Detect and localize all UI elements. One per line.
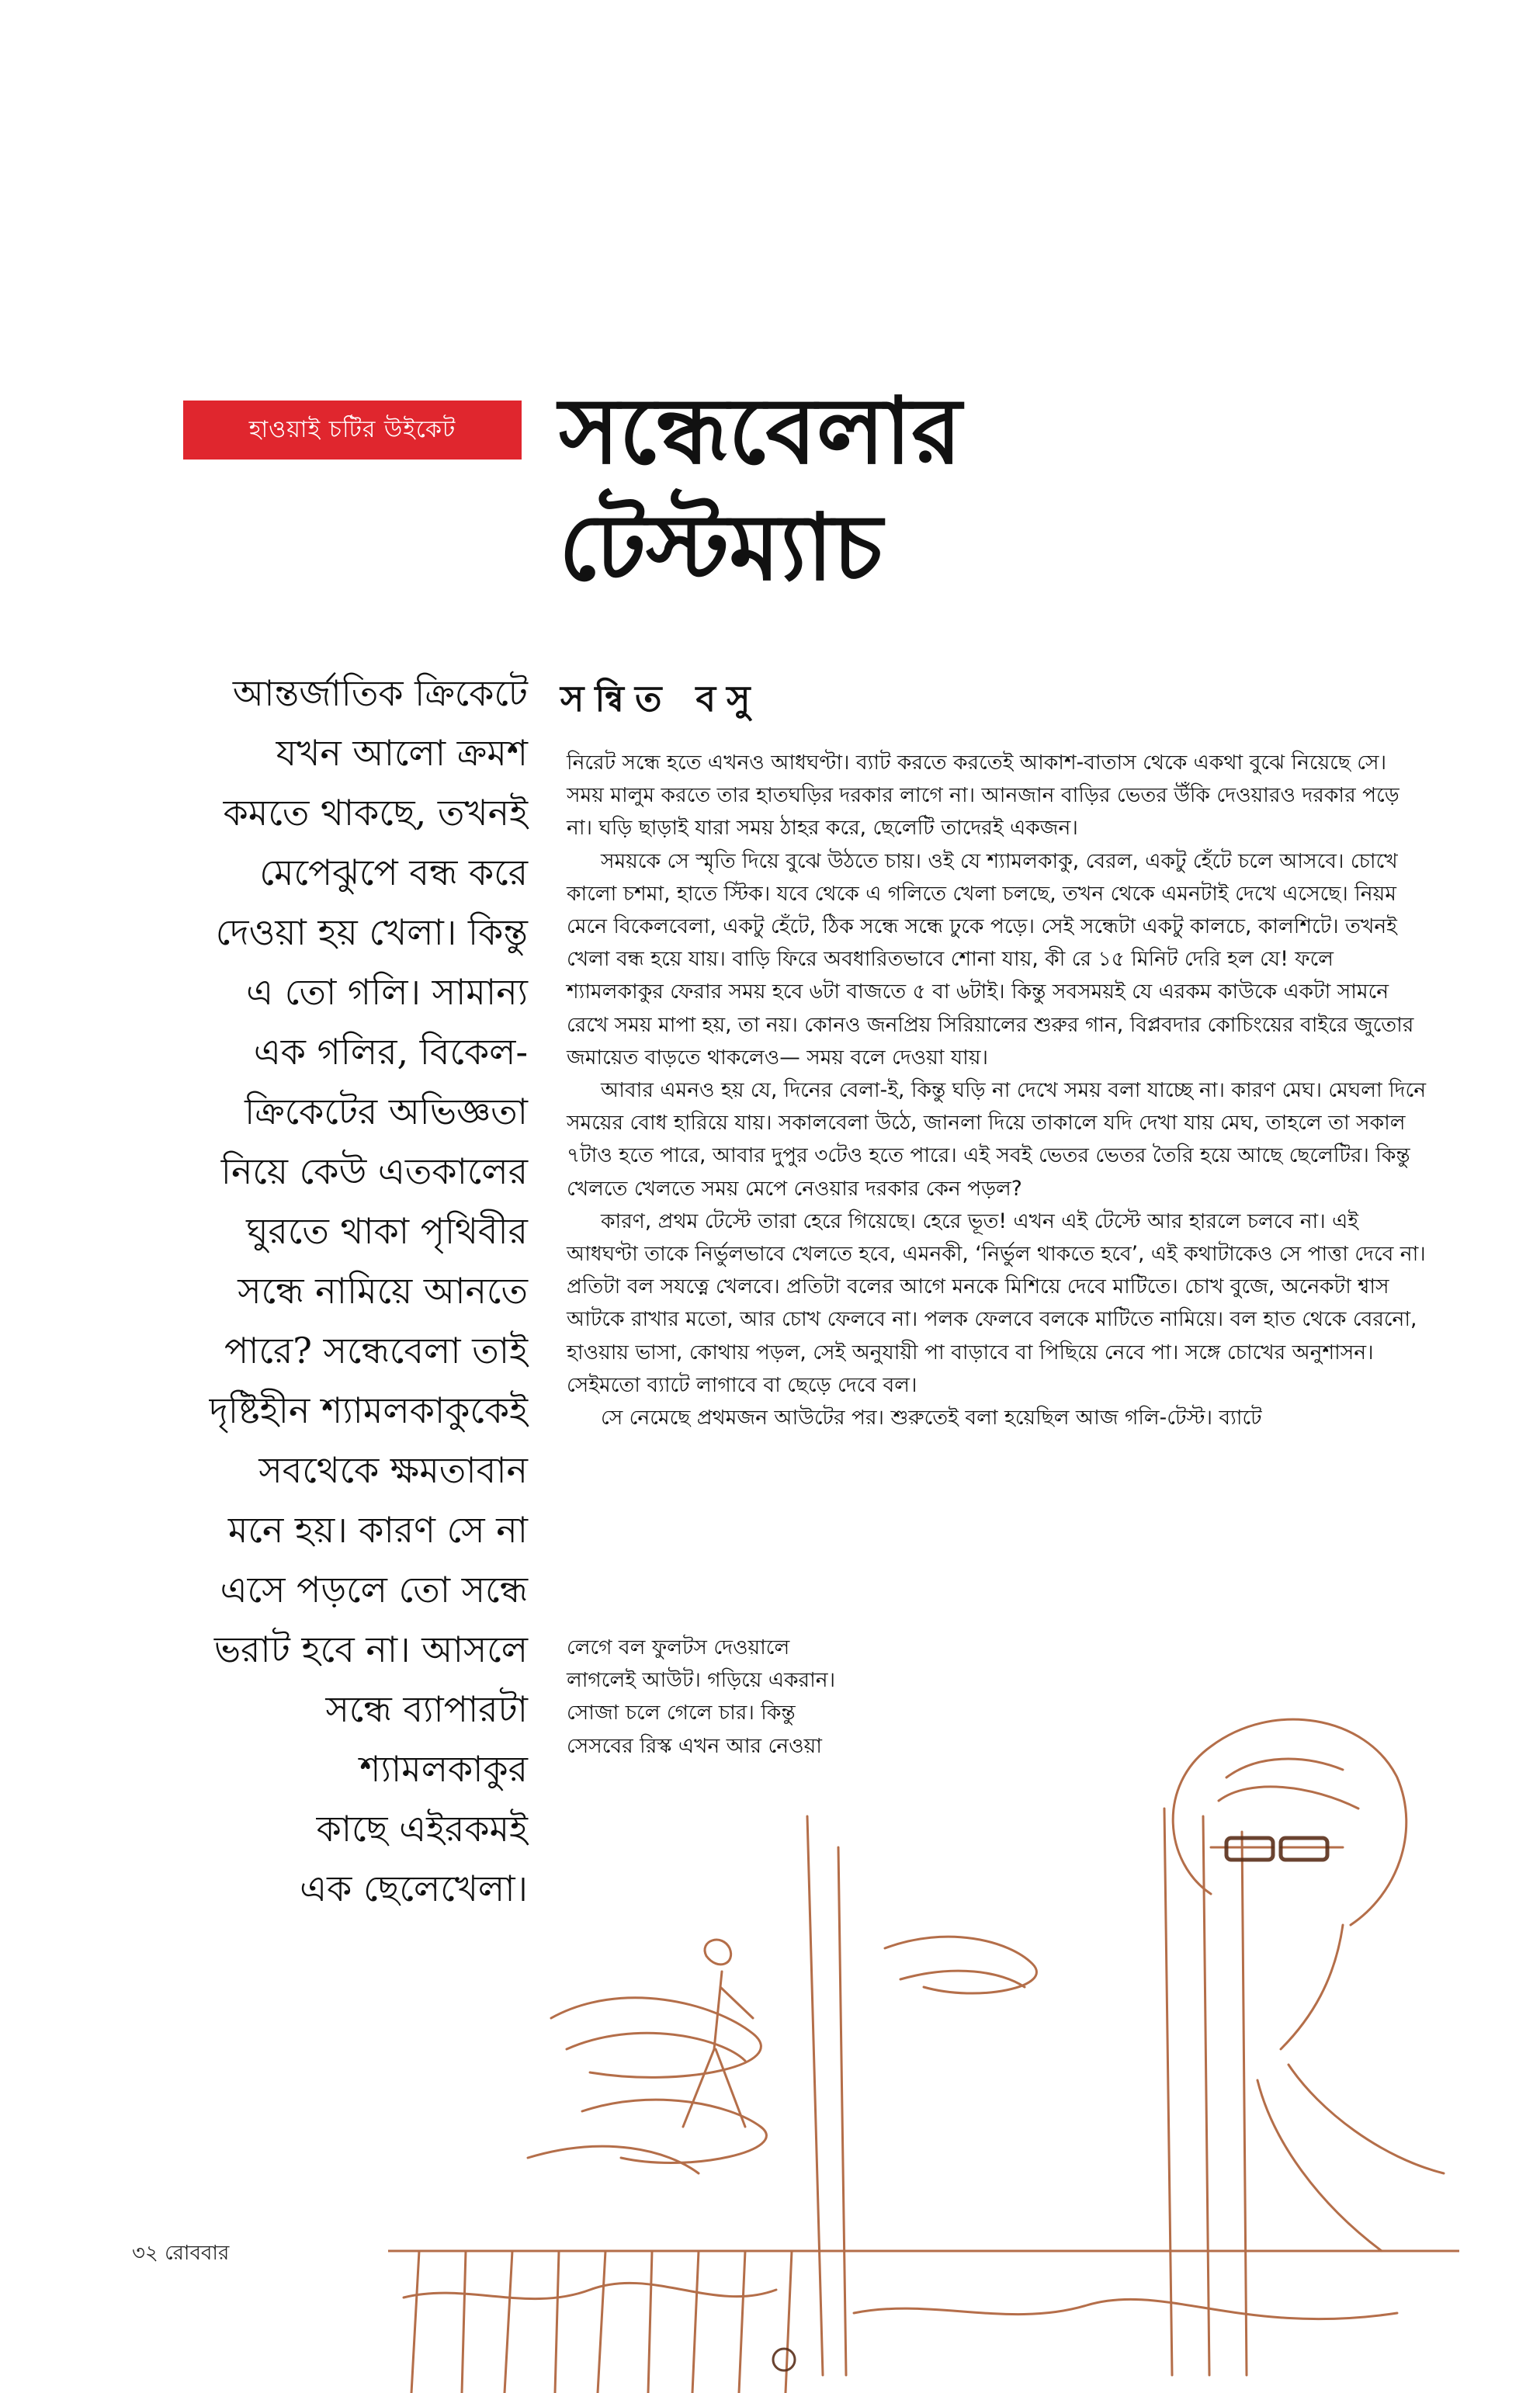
pull-quote-line: শ্যামলকাকুর [359, 1748, 528, 1790]
body-line: সোজা চলে গেলে চার। কিন্তু [567, 1701, 796, 1725]
pull-quote-line: এসে পড়লে তো সন্ধে [220, 1569, 528, 1611]
headline-line-2: টেস্টম্যাচ [559, 493, 883, 601]
body-line: লেগে বল ফুলটস দেওয়ালে [567, 1635, 790, 1659]
headline [559, 373, 1118, 605]
body-paragraph: সময়কে সে স্মৃতি দিয়ে বুঝে উঠতে চায়। ওই যে শ্যামলকাকু, বেরল, একটু হেঁটে চলে আসবে। চোখে কালো চশমা, হাতে স্টিক। যবে থেকে এ গলিতে খেলা চলছে, তখন থেকে এমনটাই দেখে এসেছে। নিয়ম মেনে বিকেলবেলা, একটু হেঁটে, ঠিক সন্ধে সন্ধে ঢুকে পড়ে। সেই সন্ধেটা একটু কালচে, কালশিটে। তখনই খেলা বন্ধ হয়ে যায়। বাড়ি ফিরে অবধারিতভাবে শোনা যায়, কী রে ১৫ মিনিট দেরি হল যে! ফলে শ্যামলকাকুর ফেরার সময় হবে ৬টা বাজতে ৫ বা ৬টাই। কিন্তু সবসময়ই যে এরকম কাউকে একটা সামনে রেখে সময় মাপা হয়, তা নয়। কোনও জনপ্রিয় সিরিয়ালের শুরুর গান, বিপ্লবদার কোচিংয়ের বাইরে জুতোর জমায়েত বাড়তে থাকলেও— সময় বলে দেওয়া যায়। [567, 848, 1414, 1070]
body-line: সেসবের রিস্ক এখন আর নেওয়া [567, 1733, 822, 1758]
article-body-continued [567, 1632, 970, 1763]
pull-quote-line: দেওয়া হয় খেলা। কিন্তু [215, 911, 528, 953]
pull-quote-line: এ তো গলি। সামান্য [246, 971, 528, 1013]
body-line: লাগলেই আউট। গড়িয়ে একরান। [567, 1668, 836, 1693]
pull-quote-line: ভরাট হবে না। আসলে [213, 1628, 528, 1670]
body-paragraph: সে নেমেছে প্রথমজন আউটের পর। শুরুতেই বলা হয়েছিল আজ গলি-টেস্ট। ব্যাটে [601, 1406, 1262, 1431]
pull-quote-line: এক ছেলেখেলা। [300, 1868, 528, 1909]
section-kicker: হাওয়াই চটির উইকেট [183, 401, 522, 460]
pull-quote-line: ঘুরতে থাকা পৃথিবীর [246, 1210, 528, 1252]
byline: সন্বিত বসু [560, 678, 761, 720]
pull-quote-line: সবথেকে ক্ষমতাবান [258, 1449, 528, 1491]
pull-quote-line: কাছে এইরকমই [316, 1808, 528, 1850]
body-paragraph: নিরেট সন্ধে হতে এখনও আধঘণ্টা। ব্যাট করতে করতেই আকাশ-বাতাস থেকে একথা বুঝে নিয়েছে সে। সময় মালুম করতে তার হাতঘড়ির দরকার লাগে না। আনজান বাড়ির ভেতর উঁকি দেওয়ারও দরকার পড়ে না। ঘড়ি ছাড়াই যারা সময় ঠাহর করে, ছেলেটি তাদেরই একজন। [567, 751, 1400, 841]
pull-quote-line: দৃষ্টিহীন শ্যামলকাকুকেই [209, 1389, 528, 1431]
article-body [567, 747, 1428, 1434]
pull-quote-line: পারে? সন্ধেবেলা তাই [224, 1330, 528, 1372]
body-paragraph: আবার এমনও হয় যে, দিনের বেলা-ই, কিন্তু ঘড়ি না দেখে সময় বলা যাচ্ছে না। কারণ মেঘ। মেঘলা দিনে সময়ের বোধ হারিয়ে যায়। সকালবেলা উঠে, জানলা দিয়ে তাকালে যদি দেখা যায় মেঘ, তাহলে তা সকাল ৭টাও হতে পারে, আবার দুপুর ৩টেও হতে পারে। এই সবই ভেতর ভেতর তৈরি হয়ে আছে ছেলেটির। কিন্তু খেলতে খেলতে সময় মেপে নেওয়ার দরকার কেন পড়ল? [567, 1078, 1427, 1201]
page-folio: ৩২ রোববার [132, 2242, 230, 2265]
pull-quote-line: নিয়ে কেউ এতকালের [220, 1150, 528, 1192]
body-paragraph: কারণ, প্রথম টেস্টে তারা হেরে গিয়েছে। হেরে ভূত! এখন এই টেস্টে আর হারলে চলবে না। এই আধঘণ্টা তাকে নির্ভুলভাবে খেলতে হবে, এমনকী, ‘নির্ভুল থাকতে হবে’, এই কথাটাকেও সে পাত্তা দেবে না। প্রতিটা বল সযত্নে খেলবে। প্রতিটা বলের আগে মনকে মিশিয়ে দেবে মাটিতে। চোখ বুজে, অনেকটা শ্বাস আটকে রাখার মতো, আর চোখ ফেলবে না। পলক ফেলবে বলকে মাটিতে নামিয়ে। বল হাত থেকে বেরনো, হাওয়ায় ভাসা, কোথায় পড়ল, সেই অনুযায়ী পা বাড়াবে বা পিছিয়ে নেবে পা। সঙ্গে চোখের অনুশাসন। সেইমতো ব্যাটে লাগাবে বা ছেড়ে দেবে বল। [567, 1209, 1426, 1397]
pull-quote-line: কমতে থাকছে, তখনই [223, 792, 528, 834]
pull-quote-line: মেপেঝুপে বন্ধ করে [259, 851, 528, 893]
pull-quote-line: যখন আলো ক্রমশ [276, 732, 528, 774]
pull-quote-line: আন্তর্জাতিক ক্রিকেটে [232, 672, 528, 714]
pull-quote-line: ক্রিকেটের অভিজ্ঞতা [245, 1091, 528, 1132]
pull-quote-line: সন্ধে নামিয়ে আনতে [238, 1270, 528, 1312]
headline-line-1: সন্ধেবেলার [559, 376, 962, 484]
pull-quote-line: সন্ধে ব্যাপারটা [325, 1688, 528, 1730]
pull-quote-line: এক গলির, বিকেল- [253, 1031, 528, 1073]
pull-quote-line: মনে হয়। কারণ সে না [227, 1509, 528, 1551]
